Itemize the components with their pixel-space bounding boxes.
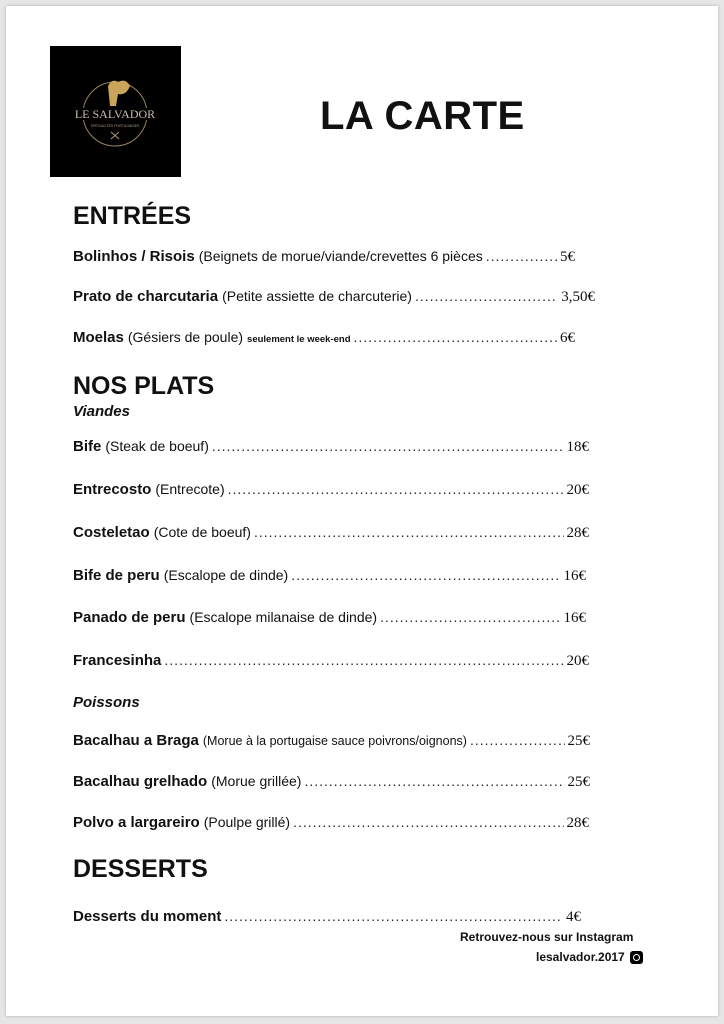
- dot-leader: [254, 524, 564, 540]
- item-name: Bacalhau a Braga: [73, 732, 199, 749]
- menu-item: [73, 524, 589, 542]
- item-name: Costeletao: [73, 524, 150, 541]
- menu-item: [73, 652, 589, 670]
- item-description: (Entrecote): [155, 481, 225, 497]
- item-price: 20€: [566, 482, 589, 498]
- item-description: (Poulpe grillé): [203, 814, 291, 830]
- dot-leader: [224, 908, 563, 924]
- dot-leader: [486, 248, 557, 264]
- item-price: 3,50€: [561, 289, 595, 305]
- dot-leader: [304, 773, 564, 789]
- menu-item: [73, 288, 595, 306]
- item-price: 16€: [563, 610, 586, 626]
- subheading-poissons: Poissons: [73, 694, 140, 711]
- item-name: Bacalhau grelhado: [73, 773, 208, 790]
- item-description: (Cote de boeuf): [153, 524, 251, 540]
- dot-leader: [293, 814, 563, 830]
- item-name: Bife de peru: [73, 567, 160, 584]
- item-description: (Gésiers de poule): [127, 329, 244, 345]
- svg-text:LE SALVADOR: LE SALVADOR: [74, 107, 156, 121]
- menu-item: [73, 908, 581, 926]
- item-description: (Escalope de dinde): [163, 567, 289, 583]
- item-price: 5€: [560, 249, 575, 265]
- restaurant-logo: [50, 46, 181, 177]
- dot-leader: [164, 652, 563, 668]
- item-price: 25€: [567, 774, 590, 790]
- item-name: Moelas: [73, 329, 124, 346]
- item-price: 28€: [566, 815, 589, 831]
- item-name: Bife: [73, 438, 102, 455]
- menu-item: [73, 438, 589, 456]
- item-price: 18€: [566, 439, 589, 455]
- section-heading-desserts: DESSERTS: [73, 855, 208, 883]
- menu-item: [73, 248, 575, 266]
- item-name: Bolinhos / Risois: [73, 248, 195, 265]
- menu-item: [73, 732, 590, 750]
- instagram-icon: [630, 951, 643, 964]
- instagram-callout: Retrouvez-nous sur Instagram: [460, 930, 634, 944]
- menu-item: [73, 329, 575, 347]
- menu-item: [73, 814, 589, 832]
- item-description: (Morue à la portugaise sauce poivrons/oignons): [202, 734, 467, 748]
- section-heading-entrees: ENTRÉES: [73, 202, 192, 230]
- item-price: 20€: [566, 653, 589, 669]
- item-description: (Beignets de morue/viande/crevettes 6 pièces: [198, 248, 483, 264]
- item-name: Prato de charcutaria: [73, 288, 219, 305]
- item-description: (Steak de boeuf): [105, 438, 209, 454]
- item-price: 4€: [566, 909, 581, 925]
- dot-leader: [228, 481, 564, 497]
- menu-item: [73, 609, 586, 627]
- subheading-viandes: Viandes: [73, 403, 130, 420]
- instagram-handle-text: lesalvador.2017: [536, 950, 625, 964]
- item-name: Francesinha: [73, 652, 162, 669]
- dot-leader: [291, 567, 560, 583]
- item-description: (Petite assiette de charcuterie): [222, 288, 412, 304]
- menu-item: [73, 773, 590, 791]
- dot-leader: [470, 732, 565, 748]
- svg-text:SPÉCIALITÉS PORTUGAISES: SPÉCIALITÉS PORTUGAISES: [90, 124, 140, 128]
- dot-leader: [380, 609, 560, 625]
- item-description: (Morue grillée): [211, 773, 302, 789]
- item-price: 28€: [566, 525, 589, 541]
- menu-item: [73, 567, 586, 585]
- dot-leader: [415, 288, 558, 304]
- instagram-handle: [536, 950, 643, 964]
- dot-leader: [354, 329, 557, 345]
- item-name: Desserts du moment: [73, 908, 222, 925]
- item-name: Polvo a largareiro: [73, 814, 200, 831]
- item-price: 6€: [560, 330, 575, 346]
- item-name: Panado de peru: [73, 609, 186, 626]
- page-title: LA CARTE: [320, 94, 525, 138]
- menu-item: [73, 481, 589, 499]
- section-heading-plats: NOS PLATS: [73, 372, 215, 400]
- dot-leader: [212, 438, 564, 454]
- item-price: 25€: [567, 733, 590, 749]
- item-description: (Escalope milanaise de dinde): [189, 609, 378, 625]
- item-price: 16€: [563, 568, 586, 584]
- item-name: Entrecosto: [73, 481, 152, 498]
- item-note: seulement le week-end: [247, 334, 351, 345]
